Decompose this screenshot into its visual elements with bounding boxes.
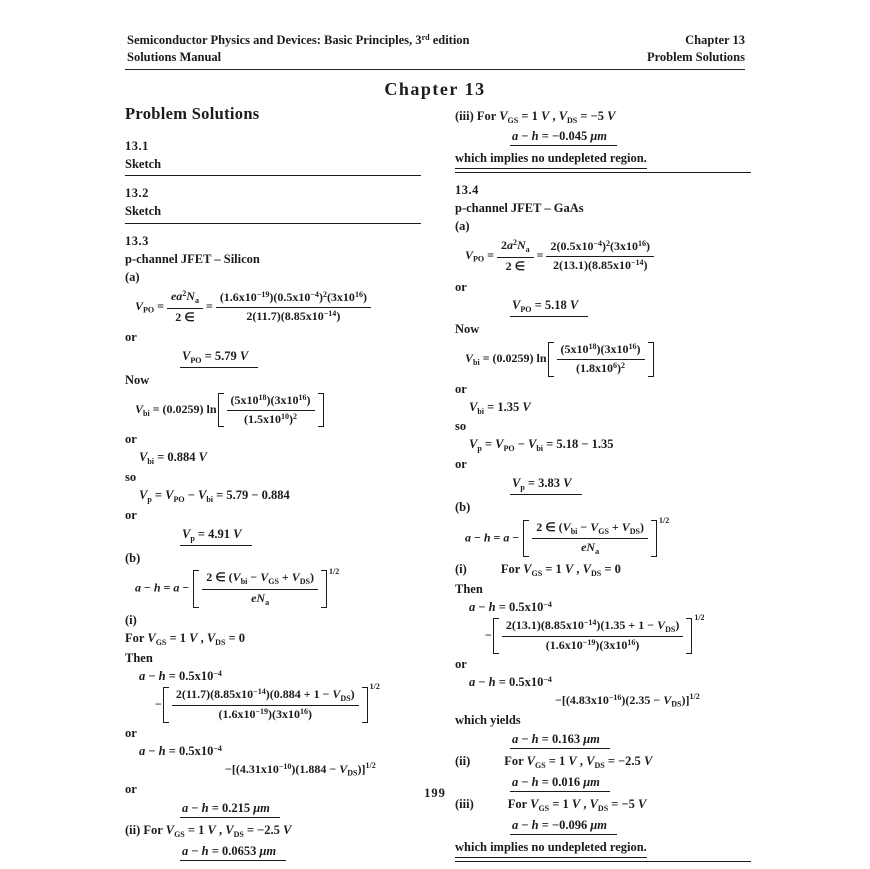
or-connector: or xyxy=(125,782,137,797)
result-ah-i: a − h = 0.163 μm xyxy=(510,731,610,750)
section-rule xyxy=(125,223,421,224)
part-i-label: (i) xyxy=(125,613,137,628)
part-b-label: (b) xyxy=(455,500,471,515)
header-chapter-label: Chapter 13 xyxy=(685,33,745,47)
sec-13-1-text: Sketch xyxy=(125,156,162,171)
formula-ah-bracket: $-[(4.31x10^{-10})(1.884 - V_{DS})]^{1/2}$ xyxy=(225,761,376,778)
page-header xyxy=(127,32,745,66)
formula-vp: $V_p = V_{PO} - V_{bi} = 5.79 - 0.884$ xyxy=(139,488,290,505)
formula-ah-fraction: − $2(13.1)(8.85x10^{-14})(1.35 + 1 - V_{DS})$ $(1.6x10^{-19})(3x10^{16})$ $^{1/2}$ xyxy=(485,613,705,652)
part-b-label: (b) xyxy=(125,550,141,565)
header-rule xyxy=(125,69,745,70)
formula-ah-fraction: − $2(11.7)(8.85x10^{-14})(0.884 + 1 - V_{DS})$ $(1.6x10^{-19})(3x10^{16})$ $^{1/2}$ xyxy=(155,682,380,721)
section-rule xyxy=(455,172,751,173)
formula-ah-bracket: $-[(4.83x10^{-16})(2.35 - V_{DS})]^{1/2}$ xyxy=(555,692,700,709)
formula-vbi: $V_{bi} = (0.0259)$ ln $(5x10^{18})(3x10^{16})$ $(1.8x10^6)^2$ xyxy=(465,342,751,377)
or-connector: or xyxy=(455,381,467,396)
sec-13-4-label: 13.4 xyxy=(455,182,479,197)
condition-ii: (ii) For $V_{GS} = 1$ V , $V_{DS} = -2.5$ V xyxy=(125,823,292,840)
result-vpo: $V_{PO} = 5.79$ V xyxy=(180,348,258,368)
section-rule xyxy=(455,861,751,862)
result-ah-ii: a − h = 0.016 μm xyxy=(510,774,610,793)
section-rule xyxy=(125,175,421,176)
formula-vp: $V_p = V_{PO} - V_{bi} = 5.18 - 1.35$ xyxy=(469,437,614,454)
now-connector: Now xyxy=(455,322,480,337)
then-connector: Then xyxy=(455,582,483,597)
result-vbi: $V_{bi} = 1.35$ V xyxy=(469,399,531,416)
or-connector: or xyxy=(125,508,137,523)
formula-ah-value: $a - h = 0.5x10^{-4}$ xyxy=(469,674,552,689)
part-a-label: (a) xyxy=(455,218,470,233)
formula-a-minus-h: a − h = a − 2 ∈ $(V_{bi} - V_{GS} + V_{DS})$ $eN_a$ $^{1/2}$ xyxy=(465,516,670,556)
sec-13-3-desc: p-channel JFET – Silicon xyxy=(125,251,260,266)
result-ah-i: a − h = 0.215 μm xyxy=(180,800,280,819)
condition-iii: (iii) For $V_{GS} = 1$ V , $V_{DS} = -5$ V xyxy=(455,108,616,125)
or-connector: or xyxy=(125,432,137,447)
condition-iii: (iii) For $V_{GS} = 1$ V , $V_{DS} = -5$ V xyxy=(455,797,647,814)
sec-13-2-label: 13.2 xyxy=(125,186,149,201)
which-yields-text: which yields xyxy=(455,713,521,728)
conclusion-text: which implies no undepleted region. xyxy=(455,150,647,169)
header-manual-label: Solutions Manual xyxy=(127,49,222,64)
left-column xyxy=(125,103,421,865)
formula-vpo: $V_{PO}$ = $\frac{ea^2N_a}{2 \in}$ = $\frac{(1.6x10^{-19})(0.5x10^{-4})^2(3x10^{16})}{2(11.7)(8.85x10^{-14})}$ xyxy=(135,289,421,325)
formula-vpo: $V_{PO}$ = $\frac{2a^2N_a}{2 \in}$ = $\frac{2(0.5x10^{-4})^2(3x10^{16})}{2(13.1)(8.85x10^{-14})}$ xyxy=(465,238,751,274)
sec-13-2-text: Sketch xyxy=(125,204,162,219)
condition-i: For $V_{GS} = 1$ V , $V_{DS} = 0$ xyxy=(125,631,246,647)
formula-ah-value: $a - h = 0.5x10^{-4}$ xyxy=(139,669,222,683)
header-right-block xyxy=(647,32,745,66)
formula-a-minus-h: a − h = a − 2 ∈ $(V_{bi} - V_{GS} + V_{DS})$ $eN_a$ $^{1/2}$ xyxy=(135,567,340,607)
or-connector: or xyxy=(455,656,467,671)
formula-vbi: $V_{bi} = (0.0259)$ ln $(5x10^{18})(3x10^{16})$ $(1.5x10^{10})^2$ xyxy=(135,393,421,428)
result-ah-iii: a − h = −0.096 μm xyxy=(510,817,617,836)
conclusion-text: which implies no undepleted region. xyxy=(455,839,647,858)
or-connector: or xyxy=(455,279,467,294)
result-vp: $V_p = 4.91$ V xyxy=(180,526,252,546)
so-connector: so xyxy=(125,470,137,485)
now-connector: Now xyxy=(125,373,150,388)
sec-13-3-label: 13.3 xyxy=(125,233,149,248)
chapter-title: Chapter 13 xyxy=(384,79,486,99)
formula-ah-value: $a - h = 0.5x10^{-4}$ xyxy=(469,600,552,615)
right-column xyxy=(455,106,751,869)
or-connector: or xyxy=(455,457,467,472)
problem-solutions-heading: Problem Solutions xyxy=(125,104,260,123)
header-section-label: Problem Solutions xyxy=(646,49,745,64)
result-ah-ii: a − h = 0.0653 μm xyxy=(180,843,286,862)
sec-13-1-label: 13.1 xyxy=(125,138,149,153)
or-connector: or xyxy=(125,725,137,740)
formula-ah-value: $a - h = 0.5x10^{-4}$ xyxy=(139,743,222,758)
result-vp: $V_p = 3.83$ V xyxy=(510,475,582,495)
result-vbi: $V_{bi} = 0.884$ V xyxy=(139,450,207,467)
header-left-block xyxy=(127,32,470,66)
then-connector: Then xyxy=(125,651,153,665)
part-a-label: (a) xyxy=(125,269,140,284)
sec-13-4-desc: p-channel JFET – GaAs xyxy=(455,200,584,215)
condition-ii: (ii) For $V_{GS} = 1$ V , $V_{DS} = -2.5$ V xyxy=(455,754,653,771)
result-ah-iii: a − h = −0.045 μm xyxy=(510,128,617,147)
or-connector: or xyxy=(125,330,137,345)
condition-i: (i) For $V_{GS} = 1$ V , $V_{DS} = 0$ xyxy=(455,562,621,579)
header-book-title: Semiconductor Physics and Devices: Basic Principles, 3rd edition xyxy=(127,33,470,47)
result-vpo: $V_{PO} = 5.18$ V xyxy=(510,297,588,317)
page-number: 199 xyxy=(424,786,446,800)
so-connector: so xyxy=(455,419,467,434)
